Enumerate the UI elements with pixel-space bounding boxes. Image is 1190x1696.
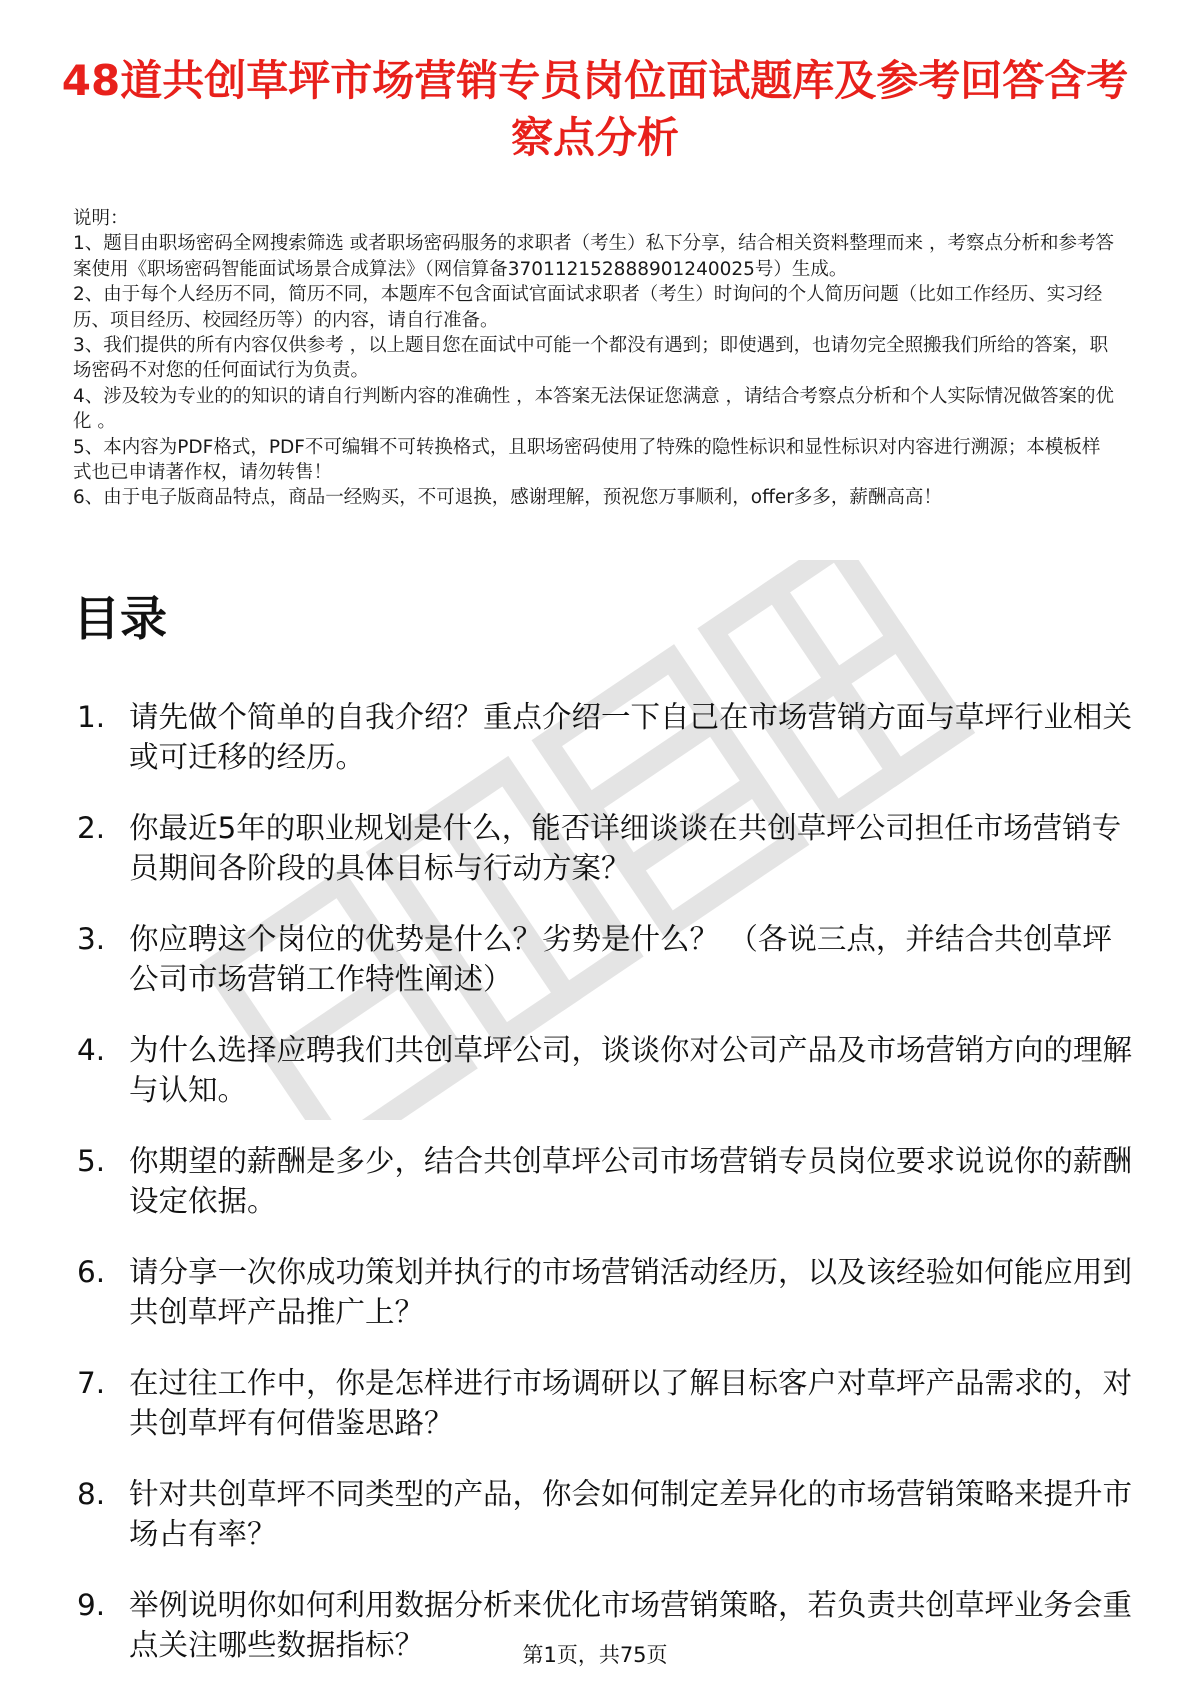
toc-item-text: 举例说明你如何利用数据分析来优化市场营销策略，若负责共创草坪业务会重点关注哪些数据指标？ — [129, 1588, 1133, 1662]
toc-heading: 目录 — [73, 592, 167, 647]
toc-item-number: 8. — [77, 1477, 106, 1511]
page-footer: 第1页，共75页 — [522, 1643, 668, 1667]
toc-item[interactable] — [73, 1363, 1133, 1443]
toc-item-number: 7. — [77, 1366, 106, 1400]
notes-section — [73, 206, 1118, 511]
note-item: 2、由于每个人经历不同，简历不同，本题库不包含面试官面试求职者（考生）时询问的个人简历问题（比如工作经历、实习经历、项目经历、校园经历等）的内容，请自行准备。 — [73, 284, 1103, 331]
toc-item[interactable] — [73, 1141, 1133, 1221]
note-item: 5、本内容为PDF格式，PDF不可编辑不可转换格式，且职场密码使用了特殊的隐性标识和显性标识对内容进行溯源；本模板样式也已申请著作权，请勿转售！ — [73, 436, 1101, 484]
toc-item-text: 针对共创草坪不同类型的产品，你会如何制定差异化的市场营销策略来提升市场占有率？ — [129, 1477, 1133, 1551]
toc-item-text: 为什么选择应聘我们共创草坪公司，谈谈你对公司产品及市场营销方向的理解与认知。 — [129, 1033, 1133, 1107]
toc-item-number: 9. — [77, 1588, 106, 1622]
toc-list — [73, 697, 1133, 1696]
toc-item-number: 2. — [77, 811, 106, 845]
toc-item-number: 6. — [77, 1255, 106, 1289]
toc-item-text: 请先做个简单的自我介绍？重点介绍一下自己在市场营销方面与草坪行业相关或可迁移的经历。 — [129, 700, 1133, 774]
toc-item-number: 5. — [77, 1144, 106, 1178]
toc-item-text: 你期望的薪酬是多少，结合共创草坪公司市场营销专员岗位要求说说你的薪酬设定依据。 — [129, 1144, 1133, 1218]
toc-item-number: 1. — [77, 700, 106, 734]
notes-label: 说明： — [73, 208, 129, 229]
toc-item[interactable] — [73, 1252, 1133, 1332]
note-item: 6、由于电子版商品特点，商品一经购买，不可退换，感谢理解，预祝您万事顺利，offer多多，薪酬高高！ — [73, 487, 942, 509]
note-item: 4、涉及较为专业的的知识的请自行判断内容的准确性 ，本答案无法保证您满意 ，请结合考察点分析和个人实际情况做答案的优化 。 — [73, 385, 1115, 433]
document-title: 48道共创草坪市场营销专员岗位面试题库及参考回答含考察点分析 — [61, 56, 1129, 162]
toc-item-text: 请分享一次你成功策划并执行的市场营销活动经历，以及该经验如何能应用到共创草坪产品推广上？ — [129, 1255, 1133, 1329]
toc-item-text: 你最近5年的职业规划是什么，能否详细谈谈在共创草坪公司担任市场营销专员期间各阶段的具体目标与行动方案？ — [129, 811, 1122, 885]
toc-item-text: 你应聘这个岗位的优势是什么？劣势是什么？ （各说三点，并结合共创草坪公司市场营销工作特性阐述） — [129, 922, 1112, 996]
toc-item[interactable] — [73, 1474, 1133, 1554]
toc-item[interactable] — [73, 1030, 1133, 1110]
toc-item[interactable] — [73, 808, 1133, 888]
toc-item-text: 在过往工作中，你是怎样进行市场调研以了解目标客户对草坪产品需求的，对共创草坪有何借鉴思路？ — [129, 1366, 1133, 1440]
toc-item[interactable] — [73, 697, 1133, 777]
note-item: 1、题目由职场密码全网搜索筛选 或者职场密码服务的求职者（考生）私下分享，结合相关资料整理而来 ，考察点分析和参考答案使用《职场密码智能面试场景合成算法》（网信算备370112152888901240025号）生成。 — [73, 233, 1115, 280]
note-item: 3、我们提供的所有内容仅供参考 ，以上题目您在面试中可能一个都没有遇到；即使遇到，也请勿完全照搬我们所给的答案，职场密码不对您的任何面试行为负责。 — [73, 335, 1109, 382]
toc-item[interactable] — [73, 919, 1133, 999]
toc-item-number: 3. — [77, 922, 106, 956]
toc-item-number: 4. — [77, 1033, 106, 1067]
